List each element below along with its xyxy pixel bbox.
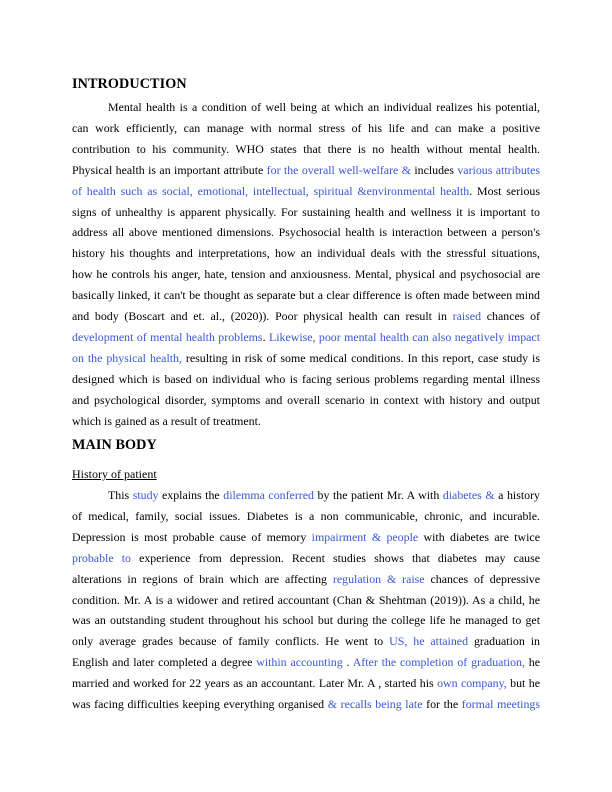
text-run: resulting in risk of some medical conditions. In this report, case study is <box>181 350 540 365</box>
paragraph-line <box>72 351 540 371</box>
paragraph-line <box>72 530 540 550</box>
text-run: alterations in regions of brain which are affecting <box>72 571 333 586</box>
introduction-heading: INTRODUCTION <box>72 76 187 92</box>
paragraph-line <box>72 121 540 141</box>
text-run: and body (Boscart and et. al., (2020)). Poor physical health can result in <box>72 309 453 323</box>
text-run: Depression is most probable cause of memory <box>72 529 312 544</box>
paragraph-line <box>72 372 540 392</box>
paragraph-line <box>72 613 540 633</box>
paragraph-line <box>72 205 540 225</box>
paragraph-line <box>72 267 540 287</box>
paragraph-line <box>72 142 540 162</box>
highlighted-text: US, he attained <box>389 634 469 649</box>
text-run: . <box>342 655 353 670</box>
text-run: of medical, family, social issues. Diabetes is a non communicable, chronic, and incurable. <box>72 508 540 523</box>
text-run: . <box>262 329 269 344</box>
highlighted-text: own company, <box>437 676 507 691</box>
text-run: chances of <box>481 309 540 323</box>
text-run: This <box>108 488 133 502</box>
highlighted-text: dilemma conferred <box>223 488 314 502</box>
text-run: Mental health is a condition of well being at which an individual realizes his potential, <box>108 100 540 114</box>
text-run: by the patient Mr. A with <box>313 488 443 502</box>
paragraph-line <box>72 246 540 266</box>
paragraph-line <box>72 225 540 245</box>
paragraph-line <box>72 551 540 571</box>
history-of-patient-subheading: History of patient <box>72 467 157 481</box>
text-run: only average grades because of family conflicts. He went to <box>72 634 390 649</box>
text-run: a history <box>494 488 540 502</box>
highlighted-text: regulation & raise <box>332 571 425 586</box>
paragraph-line <box>72 414 540 434</box>
text-run: with diabetes are twice <box>418 529 540 544</box>
highlighted-text: impairment & people <box>311 529 419 544</box>
paragraph-line <box>72 676 540 696</box>
highlighted-text: formal meetings <box>461 697 540 711</box>
paragraph-line <box>72 697 540 717</box>
paragraph-line <box>108 488 540 508</box>
highlighted-text: diabetes & <box>442 488 495 502</box>
highlighted-text: various attributes <box>457 162 540 177</box>
text-run: graduation in <box>468 634 540 649</box>
text-run: condition. Mr. A is a widower and retired accountant (Chan & Shehtman (2019)). As a child, he <box>72 592 540 607</box>
paragraph-line <box>72 634 540 654</box>
text-run: was facing difficulties keeping everything organised <box>72 697 328 711</box>
text-run: English and later completed a degree <box>72 655 257 670</box>
paragraph-line <box>72 655 540 675</box>
paragraph-line <box>72 163 540 183</box>
text-run: he <box>524 655 541 670</box>
text-run: which is gained as a result of treatment. <box>72 413 261 428</box>
paragraph-line <box>72 509 540 529</box>
text-run: address all above mentioned dimensions. Psychosocial health is interaction between a person's <box>72 225 540 240</box>
paragraph-line <box>72 593 540 613</box>
text-run: . Most serious <box>469 183 540 198</box>
text-run: explains the <box>158 488 224 502</box>
text-run: Physical health is an important attribute <box>72 162 267 177</box>
text-run: basically linked, it can't be thought as separate but a clear difference is often made between mind <box>72 288 540 303</box>
text-run: but he <box>506 676 540 691</box>
text-run: for the <box>422 697 462 711</box>
paragraph-line <box>72 309 540 329</box>
paragraph-line <box>72 393 540 413</box>
text-run: signs of unhealthy is apparent physically. For sustaining health and wellness it is important to <box>72 204 540 219</box>
text-run: experience from depression. Recent studies shows that diabetes may cause <box>130 550 540 565</box>
text-run: chances of depressive <box>424 571 540 586</box>
paragraph-line <box>72 572 540 592</box>
paragraph-line <box>72 330 540 350</box>
text-run: was an outstanding student throughout his school but during the college life he managed to get <box>72 613 540 628</box>
highlighted-text: of health such as social, emotional, intellectual, spiritual &environmental health <box>72 183 470 198</box>
main-body-heading: MAIN BODY <box>72 437 157 453</box>
highlighted-text: After the completion of graduation, <box>352 655 525 670</box>
highlighted-text: & recalls being late <box>327 697 423 711</box>
highlighted-text: probable to <box>72 550 131 565</box>
highlighted-text: on the physical health, <box>72 350 182 365</box>
highlighted-text: for the overall well-welfare & <box>266 162 411 177</box>
highlighted-text: raised <box>452 309 482 323</box>
text-run: includes <box>410 162 458 177</box>
paragraph-line <box>108 100 540 120</box>
highlighted-text: within accounting <box>256 655 343 670</box>
text-run: history his thoughts and interpretations, how an individual deals with the stressful situations, <box>72 246 540 261</box>
text-run: designed which is based on individual who is facing serious problems regarding mental illness <box>72 371 540 386</box>
text-run: contribution to his community. WHO states that there is no health without mental health. <box>72 141 540 156</box>
text-run: and psychological disorder, symptoms and overall scenario in context with history and output <box>72 392 540 407</box>
text-run: how he controls his anger, hate, tension and anxiousness. Mental, physical and psychosocial are <box>72 267 540 282</box>
text-run: married and worked for 22 years as an accountant. Later Mr. A , started his <box>72 676 438 691</box>
highlighted-text: Likewise, poor mental health can also negatively impact <box>268 329 540 344</box>
text-run: can work efficiently, can manage with normal stress of his life and can make a positive <box>72 120 540 135</box>
paragraph-line <box>72 288 540 308</box>
highlighted-text: study <box>132 488 159 502</box>
paragraph-line <box>72 184 540 204</box>
highlighted-text: development of mental health problems <box>72 329 263 344</box>
